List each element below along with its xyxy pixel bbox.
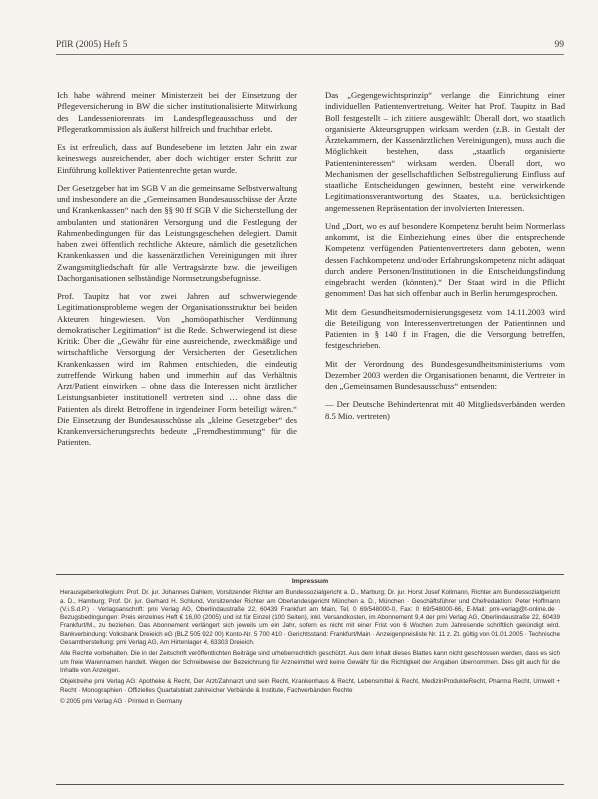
left-text-column bbox=[57, 90, 297, 449]
paragraph: Und „Dort, wo es auf besondere Kompetenz beruht beim Normerlass ankommt, ist die Einbeziehung eines über die entsprechende Kompetenz verfügenden Patientenvertreters dann geboten, wenn dessen Fachkompetenz und/oder Erfahrungskompetenz nicht adäquat durch andere Personen/Institutionen in die Entscheidungsfindung eingebracht werden (könnten).“ Der Staat wird in die Pflicht genommen! Das hat sich offenbar auch in Berlin herumgesprochen. bbox=[325, 220, 565, 299]
paragraph: Der Gesetzgeber hat im SGB V an die gemeinsame Selbstverwaltung und insbesondere an die „Gemeinsamen Bundesausschüsse der Ärzte und Krankenkassen“ nach den §§ 90 ff SGB V die Sicherstellung der ambulanten und stationären Versorgung und die Festlegung der Rahmenbedingungen für das Leistungsgeschehen delegiert. Damit haben zwei öffentlich rechtliche Akteure, nämlich die gesetzlichen Krankenkassen und die kassenärztlichen Vereinigungen mit ihrer Zwangsmitgliedschaft für alle Vertragsärzte bzw. die jeweiligen Dachorganisationen selbständige Normsetzungsbefugnisse. bbox=[57, 182, 297, 283]
page-number: 99 bbox=[554, 40, 564, 50]
running-head bbox=[56, 40, 564, 54]
paragraph: Ich habe während meiner Ministerzeit bei der Einsetzung der Pflegeversicherung in BW die sicher institutionalisierte Mitwirkung des Landesseniorenrats im Landespflegeausschuss und der Pflegeratkommission als äußerst hilfreich und fruchtbar erlebt. bbox=[57, 90, 297, 134]
imprint-paragraph: Objektreihe pmi Verlag AG: Apotheke & Recht, Der Arzt/Zahnarzt und sein Recht, Krankenhaus & Recht, Lebensmittel & Recht, MedizinProdukteRecht, Pharma Recht, Umwelt + Recht · Monographien · Offizielles Quartalsblatt zahlreicher Verbände & Institute, Fachverbänden Rechte bbox=[60, 678, 560, 694]
paragraph: Das „Gegengewichtsprinzip“ verlange die Einrichtung einer individuellen Patientenvertretung. Weiter hat Prof. Taupitz in Bad Boll festgestellt – ich zitiere ausgewählt: Überall dort, wo staatlich organisierte Akteursgruppen wirksam werden (z.B. in Gestalt der Ärztekammern, der Kassenärztlichen Vereinigungen), muss auch die Möglichkeit bestehen, dass „staatlich organisierte Patienteninteressen“ wirksam werden. Überall dort, wo Mechanismen der gesellschaftlichen Selbstregulierung Einfluss auf staatliche Entscheidungen gewinnen, besteht eine verwirkende Legitimationsverantwortung des Staates, u.a. berücksichtigen angemessenen Repräsentation der involvierten Interessen. bbox=[325, 90, 565, 213]
journal-issue-label: PflR (2005) Heft 5 bbox=[56, 40, 128, 50]
list-item: — Der Deutsche Behindertenrat mit 40 Mitgliedsverbänden werden 8.5 Mio. vertreten) bbox=[325, 399, 565, 421]
copyright-line: © 2005 pmi Verlag AG · Printed in Germany bbox=[60, 697, 183, 705]
imprint-box bbox=[56, 574, 564, 785]
header-rule bbox=[56, 54, 564, 55]
imprint-paragraph: Alle Rechte vorbehalten. Die in der Zeitschrift veröffentlichten Beiträge sind urheberrechtlich geschützt. Aus dem Inhalt dieses Blattes kann nicht geschlossen werden, dass es sich um freie Warennamen handelt. Wegen der Schreibweise der Bezeichnung für Arzneimittel wird keine Gewähr für die Richtigkeit der Angaben übernommen. Dies gilt auch für die Inhalte von Anzeigen. bbox=[60, 650, 560, 674]
paragraph: Prof. Taupitz hat vor zwei Jahren auf schwerwiegende Legitimationsprobleme wegen der Organisationsstruktur bei beiden Akteuren hingewiesen. Von „homöopathischer Verdünnung demokratischer Legitimation“ ist die Rede. Schwerwiegend ist diese Kritik: Über die „Gewähr für eine ausreichende, zweckmäßige und wirtschaftliche Versorgung der Versicherten der Gesetzlichen Krankenkassen wird im Rahmen entschieden, die eindeutig zutreffende Wirkung haben und immerhin auf das Verhältnis Arzt/Patient einwirken – ohne dass die Interessen nicht ärztlicher Leistungsanbieter institutionell vertreten sind … ohne dass die Patienten als direkt Betroffene in irgendeiner Form beteiligt wären.“ Die Einsetzung der Bundesausschüsse als „kleine Gesetzgeber“ des Krankenversicherungsrechts bedeute „Fremdbestimmung“ für die Patienten. bbox=[57, 291, 297, 448]
paragraph: Es ist erfreulich, dass auf Bundesebene im letzten Jahr ein zwar keineswegs ausreichender, aber doch wichtiger erster Schritt zur Einführung kollektiver Patientenrechte getan wurde. bbox=[57, 142, 297, 175]
paragraph: Mit der Verordnung des Bundesgesundheitsministeriums vom Dezember 2003 werden die Organisationen benannt, die Vertreter in den „Gemeinsamen Bundesausschuss“ entsenden: bbox=[325, 358, 565, 391]
right-text-column bbox=[325, 90, 565, 422]
imprint-title: Impressum bbox=[291, 578, 329, 585]
paragraph: Mit dem Gesundheitsmodernisierungsgesetz vom 14.11.2003 wird die Beteiligung von Interessenvertretungen der Patientinnen und Patienten in § 140 f in Fragen, die die Versorgung betreffen, festgeschrieben. bbox=[325, 306, 565, 351]
imprint-paragraph: Herausgeberkollegium: Prof. Dr. jur. Johannes Dahlem, Vorsitzender Richter am Bundessozialgericht a. D., Marburg; Dr. jur. Horst Josef Kollmann, Richter am Bundessozialgericht a. D., Hamburg; Prof. Dr. jur. Gerhard H. Schlund, Vorsitzender Richter am Oberlandesgericht München a. D., München · Geschäftsführer und Chefredaktion: Peter Hoffmann (V.i.S.d.P.) · Verlagsanschrift: pmi Verlag AG, Oberlindaustraße 22, 60439 Frankfurt am Main, Tel. 0 69/548000-0, Fax: 0 69/548000-66, E-Mail: pmi-verlag@t-online.de · Bezugsbedingungen: Preis einzelnes Heft € 16,00 (2005) und ist für Einzel (100 Seiten), inkl. Versandkosten, im Abonnement 9,4 der pmi Verlag AG, Oberlindaustraße 22, 60439 Frankfurt/M., zu beziehen. Das Abonnement verlängert sich jeweils um ein Jahr, sofern es nicht mit einer Frist von 6 Wochen zum Jahresende schriftlich gekündigt wird. Bankverbindung: Volksbank Dreieich eG (BLZ 505 922 00) Konto-Nr. 5 700 410 · Gerichtsstand: Frankfurt/Main · Anzeigenpreisliste Nr. 11 z. Zt. gültig von 01.01.2005 · Technische Gesamtherstellung: pmi Verlag AG, Am Hirtenlager 4, 63303 Dreieich. bbox=[60, 589, 560, 647]
